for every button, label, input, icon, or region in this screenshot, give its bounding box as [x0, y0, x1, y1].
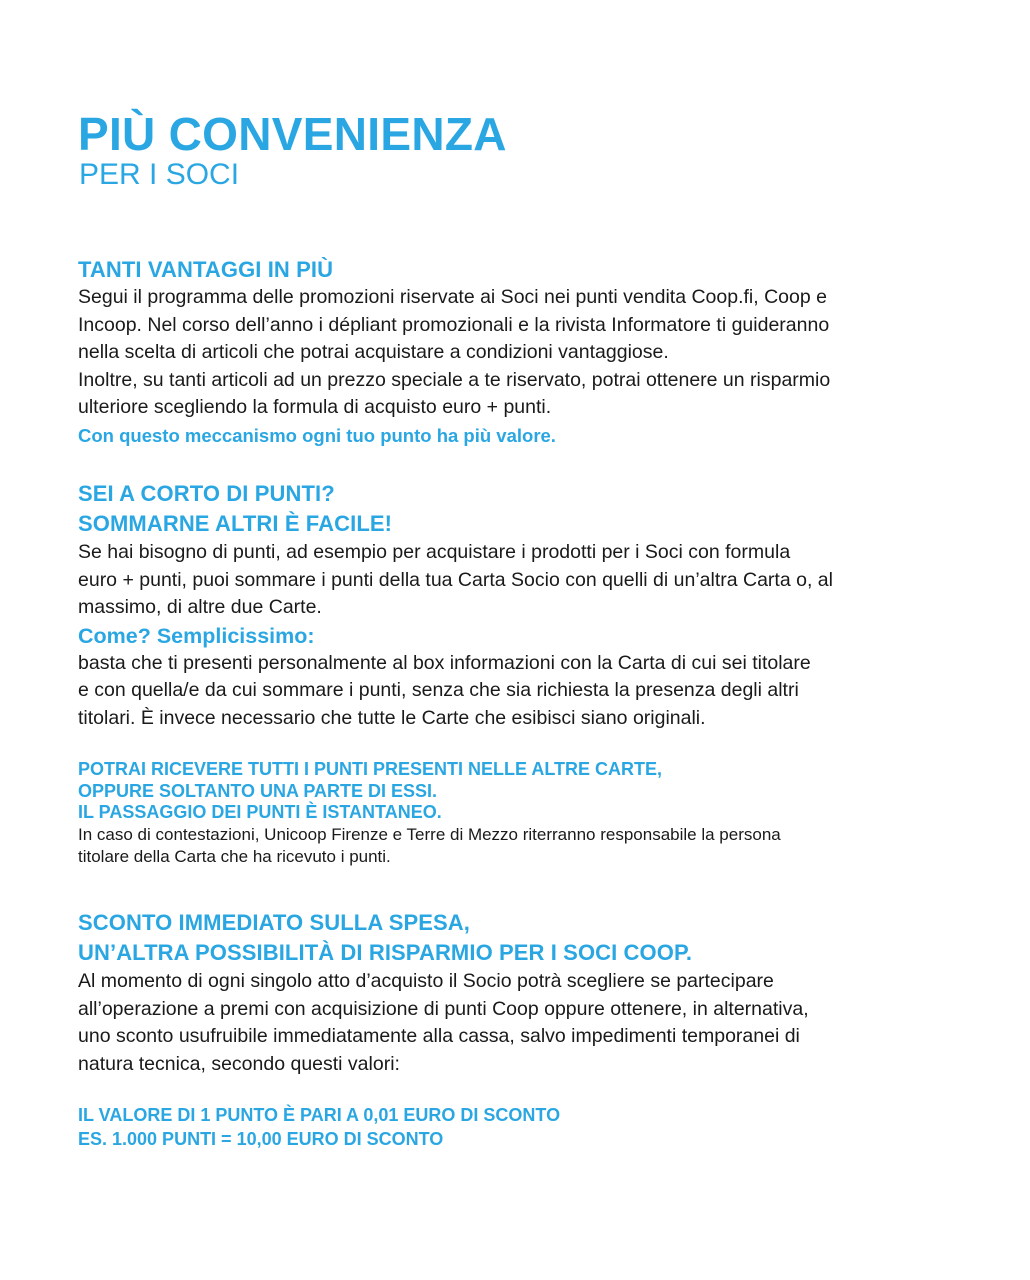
- heading-line: SCONTO IMMEDIATO SULLA SPESA,: [78, 910, 471, 935]
- section-trasferimento: [78, 759, 958, 869]
- body-line: massimo, di altre due Carte.: [78, 596, 322, 618]
- body-line: euro + punti, puoi sommare i punti della tua Carta Socio con quelli di un’altra Carta o, al: [78, 568, 833, 591]
- section-body: [78, 284, 958, 422]
- heading-line: UN’ALTRA POSSIBILITÀ DI RISPARMIO PER I SOCI COOP.: [78, 940, 693, 965]
- caps-notice: [78, 759, 958, 824]
- disclaimer-text: [78, 824, 958, 869]
- section-body-2: [78, 650, 958, 733]
- section-punti: [78, 479, 958, 732]
- page-subtitle: PER I SOCI: [79, 158, 240, 191]
- value-text: [78, 1104, 958, 1151]
- section-body: [78, 968, 958, 1078]
- body-line: Incoop. Nel corso dell’anno i dépliant promozionali e la rivista Informatore ti guideranno: [78, 313, 830, 336]
- section-heading: [78, 479, 958, 539]
- body-line: basta che ti presenti personalmente al box informazioni con la Carta di cui sei titolare: [78, 651, 811, 674]
- body-line: ulteriore scegliendo la formula di acquisto euro + punti.: [78, 396, 552, 418]
- caps-line: POTRAI RICEVERE TUTTI I PUNTI PRESENTI NELLE ALTRE CARTE,: [78, 759, 663, 779]
- body-line: natura tecnica, secondo questi valori:: [78, 1052, 400, 1075]
- highlight-text: Con questo meccanismo ogni tuo punto ha più valore.: [78, 424, 556, 446]
- subheading: Come? Semplicissimo:: [78, 623, 315, 648]
- body-line: Al momento di ogni singolo atto d’acquisto il Socio potrà scegliere se partecipare: [78, 970, 774, 992]
- body-line: titolari. È invece necessario che tutte le Carte che esibisci siano originali.: [78, 706, 706, 729]
- value-line: IL VALORE DI 1 PUNTO È PARI A 0,01 EURO DI SCONTO: [78, 1105, 561, 1125]
- body-line: uno sconto usufruibile immediatamente alla cassa, salvo impedimenti temporanei di: [78, 1025, 800, 1047]
- note-line: titolare della Carta che ha ricevuto i punti.: [78, 847, 391, 866]
- section-vantaggi: [78, 256, 958, 449]
- section-heading: [78, 908, 958, 968]
- heading-line: SOMMARNE ALTRI È FACILE!: [78, 511, 393, 536]
- body-line: nella scelta di articoli che potrai acquistare a condizioni vantaggiose.: [78, 341, 669, 363]
- body-line: Inoltre, su tanti articoli ad un prezzo speciale a te riservato, potrai ottenere un risparmio: [78, 368, 831, 391]
- body-line: e con quella/e da cui sommare i punti, senza che sia richiesta la presenza degli altri: [78, 679, 799, 701]
- page-title: PIÙ CONVENIENZA: [78, 108, 507, 160]
- caps-line: OPPURE SOLTANTO UNA PARTE DI ESSI.: [78, 780, 438, 801]
- note-line: In caso di contestazioni, Unicoop Firenze e Terre di Mezzo riterranno responsabile la persona: [78, 824, 781, 844]
- caps-line: IL PASSAGGIO DEI PUNTI È ISTANTANEO.: [78, 802, 442, 822]
- body-line: all’operazione a premi con acquisizione di punti Coop oppure ottenere, in alternativa,: [78, 997, 809, 1020]
- value-line: ES. 1.000 PUNTI = 10,00 EURO DI SCONTO: [78, 1128, 444, 1149]
- section-heading: TANTI VANTAGGI IN PIÙ: [78, 257, 334, 282]
- body-line: Se hai bisogno di punti, ad esempio per acquistare i prodotti per i Soci con formula: [78, 541, 791, 563]
- body-line: Segui il programma delle promozioni riservate ai Soci nei punti vendita Coop.fi, Coop e: [78, 286, 827, 308]
- section-sconto: [78, 908, 958, 1078]
- section-body: [78, 539, 958, 622]
- point-value-info: [78, 1104, 958, 1151]
- heading-line: SEI A CORTO DI PUNTI?: [78, 481, 335, 506]
